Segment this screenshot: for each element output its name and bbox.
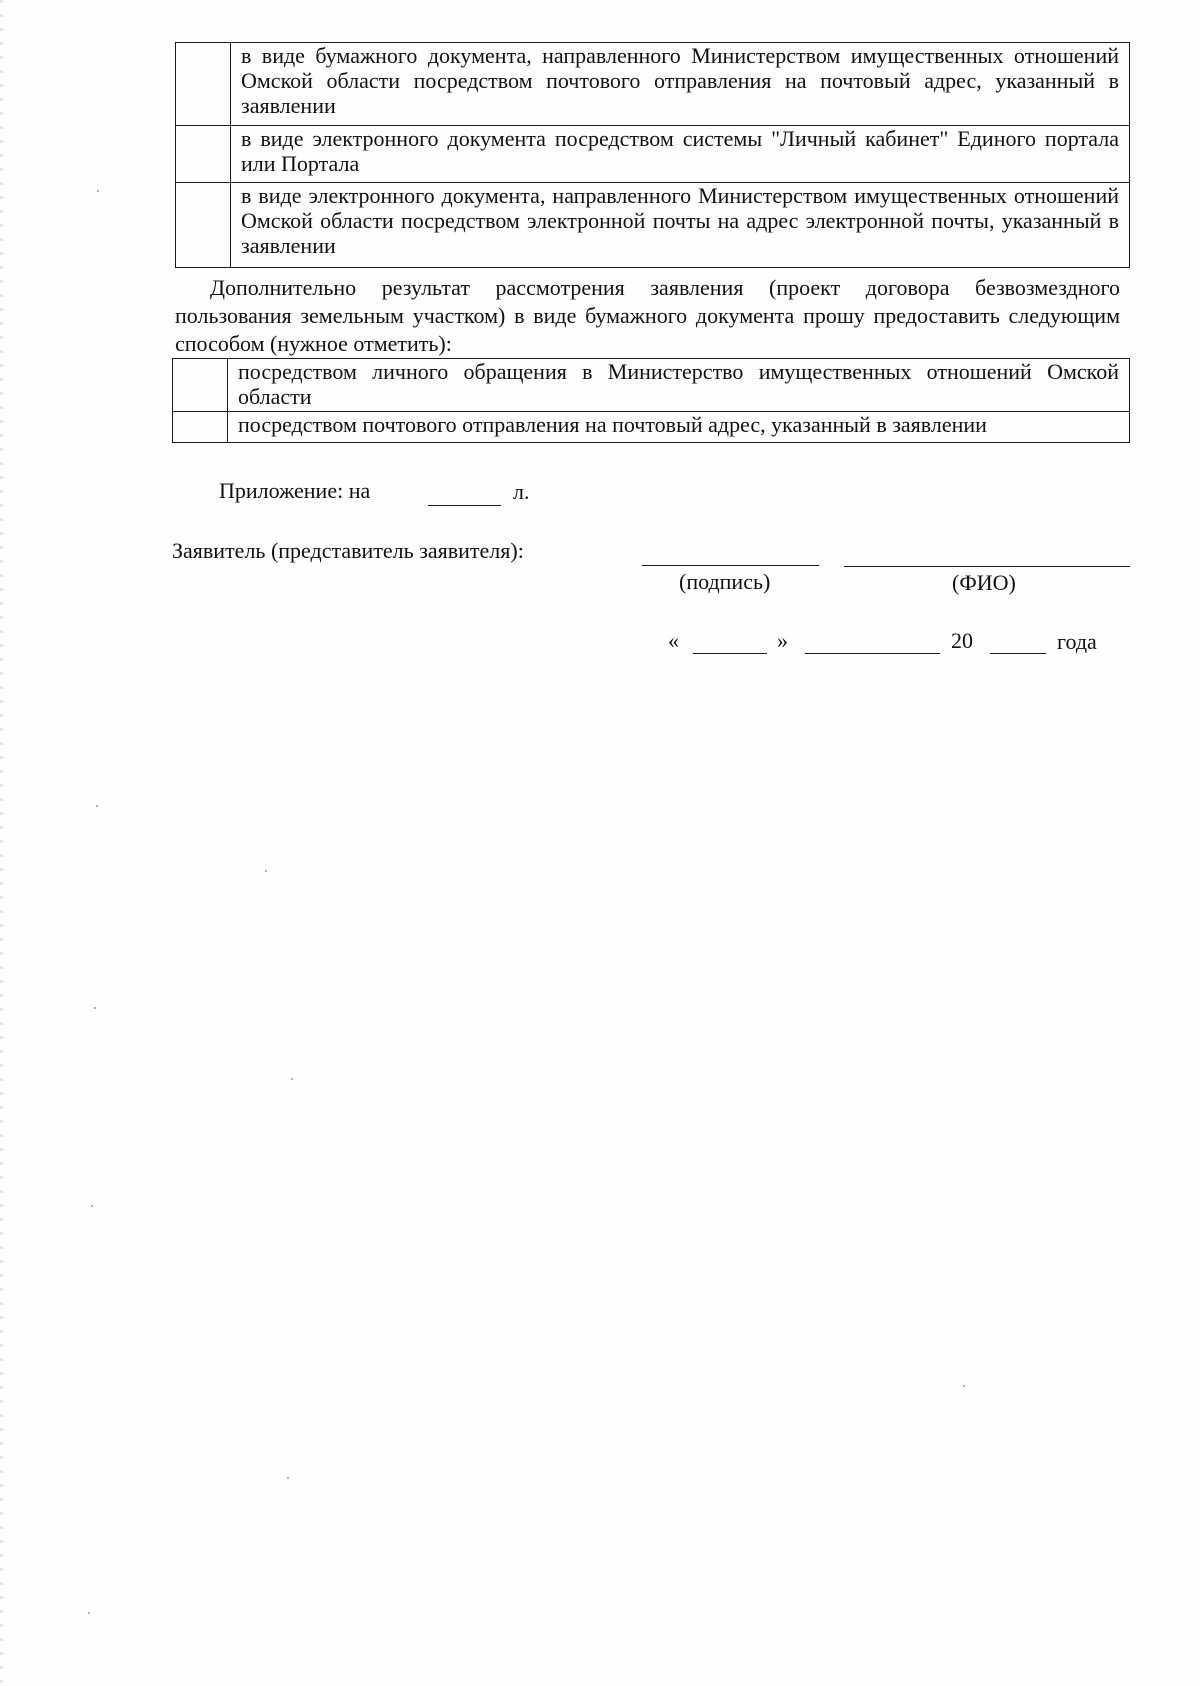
applicant-label: Заявитель (представитель заявителя): — [172, 538, 524, 563]
option-text-email: в виде электронного документа, направленного Министерством имущественных отношений Омской области посредством электронной почты на адрес электронной почты, указанный в заявлении — [231, 183, 1130, 268]
option-text-personal-visit: посредством личного обращения в Министерство имущественных отношений Омской области — [228, 359, 1130, 412]
date-year-field[interactable] — [990, 653, 1046, 654]
table-row — [173, 412, 1130, 443]
scan-speck — [287, 1477, 289, 1479]
option-text-postal: посредством почтового отправления на почтовый адрес, указанный в заявлении — [228, 412, 1130, 443]
attachment-pages-field[interactable] — [428, 505, 501, 506]
signature-field[interactable] — [642, 565, 819, 566]
date-day-field[interactable] — [693, 653, 767, 654]
scan-speck — [88, 1612, 90, 1614]
table-row — [176, 183, 1130, 268]
attachment-unit: л. — [513, 479, 530, 504]
signature-caption: (подпись) — [679, 569, 771, 594]
scan-edge-artifact — [0, 0, 3, 1686]
attachment-label: Приложение: на — [219, 478, 371, 503]
option-text-paper-mail: в виде бумажного документа, направленного Министерством имущественных отношений Омской области посредством почтового отправления на почтовый адрес, указанный в заявлении — [231, 43, 1130, 126]
table-row — [176, 43, 1130, 126]
option-text-personal-cabinet: в виде электронного документа посредством системы "Личный кабинет" Единого портала или Портала — [231, 126, 1130, 183]
option-checkbox-email[interactable] — [176, 183, 231, 268]
option-checkbox-postal[interactable] — [173, 412, 228, 443]
scan-speck — [96, 805, 98, 807]
additional-result-paragraph: Дополнительно результат рассмотрения заявления (проект договора безвозмездного пользования земельным участком) в виде бумажного документа прошу предоставить следующим способом (нужное отметить): — [175, 275, 1120, 356]
full-name-field[interactable] — [844, 566, 1130, 567]
date-open-quote: « — [668, 628, 679, 653]
option-checkbox-personal-cabinet[interactable] — [176, 126, 231, 183]
table-row — [173, 359, 1130, 412]
scan-speck — [91, 1205, 93, 1207]
paper-delivery-table — [172, 358, 1130, 443]
date-century: 20 — [951, 628, 973, 653]
option-checkbox-personal-visit[interactable] — [173, 359, 228, 412]
date-suffix: года — [1057, 629, 1097, 654]
scan-speck — [265, 870, 267, 872]
name-caption: (ФИО) — [952, 570, 1016, 595]
table-row — [176, 126, 1130, 183]
option-checkbox-paper-mail[interactable] — [176, 43, 231, 126]
date-close-quote: » — [777, 628, 788, 653]
scan-speck — [94, 1007, 96, 1009]
date-month-field[interactable] — [805, 653, 940, 654]
scan-speck — [97, 190, 99, 192]
scan-speck — [963, 1385, 965, 1387]
scan-speck — [291, 1078, 293, 1080]
delivery-method-table — [175, 42, 1130, 268]
